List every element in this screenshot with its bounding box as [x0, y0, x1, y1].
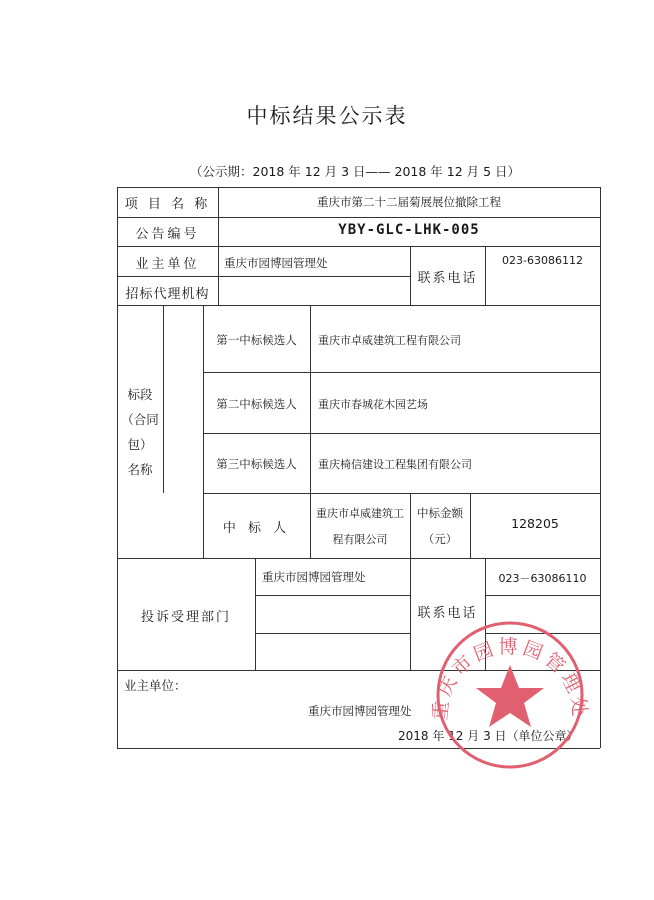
candidate-1-name: 重庆市卓威建筑工程有限公司	[318, 334, 461, 347]
seal-text: 重庆市园博园管理处	[429, 636, 591, 722]
table-line	[117, 187, 600, 188]
document-title: 中标结果公示表	[246, 104, 408, 128]
table-line	[203, 433, 600, 434]
complaint-phone: 023－63086110	[498, 572, 587, 585]
candidate-3-name: 重庆椅信建设工程集团有限公司	[318, 458, 472, 471]
complaint-label: 投诉受理部门	[140, 610, 231, 625]
candidate-2-name: 重庆市春城花木园艺场	[318, 398, 428, 411]
table-line	[255, 595, 410, 596]
table-line	[117, 558, 600, 559]
agency-label: 招标代理机构	[125, 287, 210, 302]
table-line	[255, 633, 410, 634]
candidate-2-label: 第二中标候选人	[216, 397, 297, 411]
section-label-line: 包）	[127, 437, 153, 452]
table-line	[163, 305, 164, 493]
complaint-dept: 重庆市园博园管理处	[262, 570, 366, 584]
footer-date: 2018 年 12 月 3 日（单位公章）	[398, 729, 579, 743]
contact-label: 联系电话	[417, 271, 478, 286]
table-line	[600, 187, 601, 748]
table-line	[117, 217, 600, 218]
seal-star-icon	[476, 665, 544, 727]
amount-label-line: 中标金额	[417, 506, 463, 520]
table-line	[117, 246, 600, 247]
candidate-1-label: 第一中标候选人	[216, 333, 297, 347]
footer-owner-name: 重庆市园博园管理处	[308, 704, 412, 718]
candidate-3-label: 第三中标候选人	[216, 457, 297, 471]
owner-label: 业主单位	[135, 257, 200, 272]
section-label-line: 名称	[127, 462, 153, 477]
table-line	[203, 493, 600, 494]
complaint-contact-label: 联系电话	[417, 606, 478, 621]
notice-no-value: YBY-GLC-LHK-005	[338, 222, 480, 238]
owner-value: 重庆市园博园管理处	[224, 256, 328, 270]
table-line	[485, 595, 600, 596]
table-line	[410, 493, 411, 558]
footer-owner-label: 业主单位：	[124, 678, 187, 693]
contact-phone: 023-63086112	[502, 254, 583, 267]
winner-name-line: 重庆市卓威建筑工	[316, 507, 404, 520]
section-label-line: （合同	[121, 412, 159, 427]
project-name-label: 项 目 名 称	[124, 197, 211, 212]
notice-no-label: 公告编号	[135, 227, 200, 242]
amount-value: 128205	[511, 516, 559, 531]
table-line	[117, 305, 600, 306]
section-label-line: 标段	[127, 387, 153, 402]
winner-name-line: 程有限公司	[332, 533, 388, 546]
table-line	[203, 372, 600, 373]
winner-label: 中 标 人	[222, 521, 291, 536]
amount-label-line: （元）	[422, 532, 458, 546]
publicity-period: （公示期：2018 年 12 月 3 日—— 2018 年 12 月 5 日）	[190, 164, 521, 179]
official-seal	[425, 620, 595, 770]
table-line	[117, 276, 410, 277]
table-line	[255, 558, 256, 670]
project-name-value: 重庆市第二十二届菊展展位撤除工程	[317, 195, 501, 209]
